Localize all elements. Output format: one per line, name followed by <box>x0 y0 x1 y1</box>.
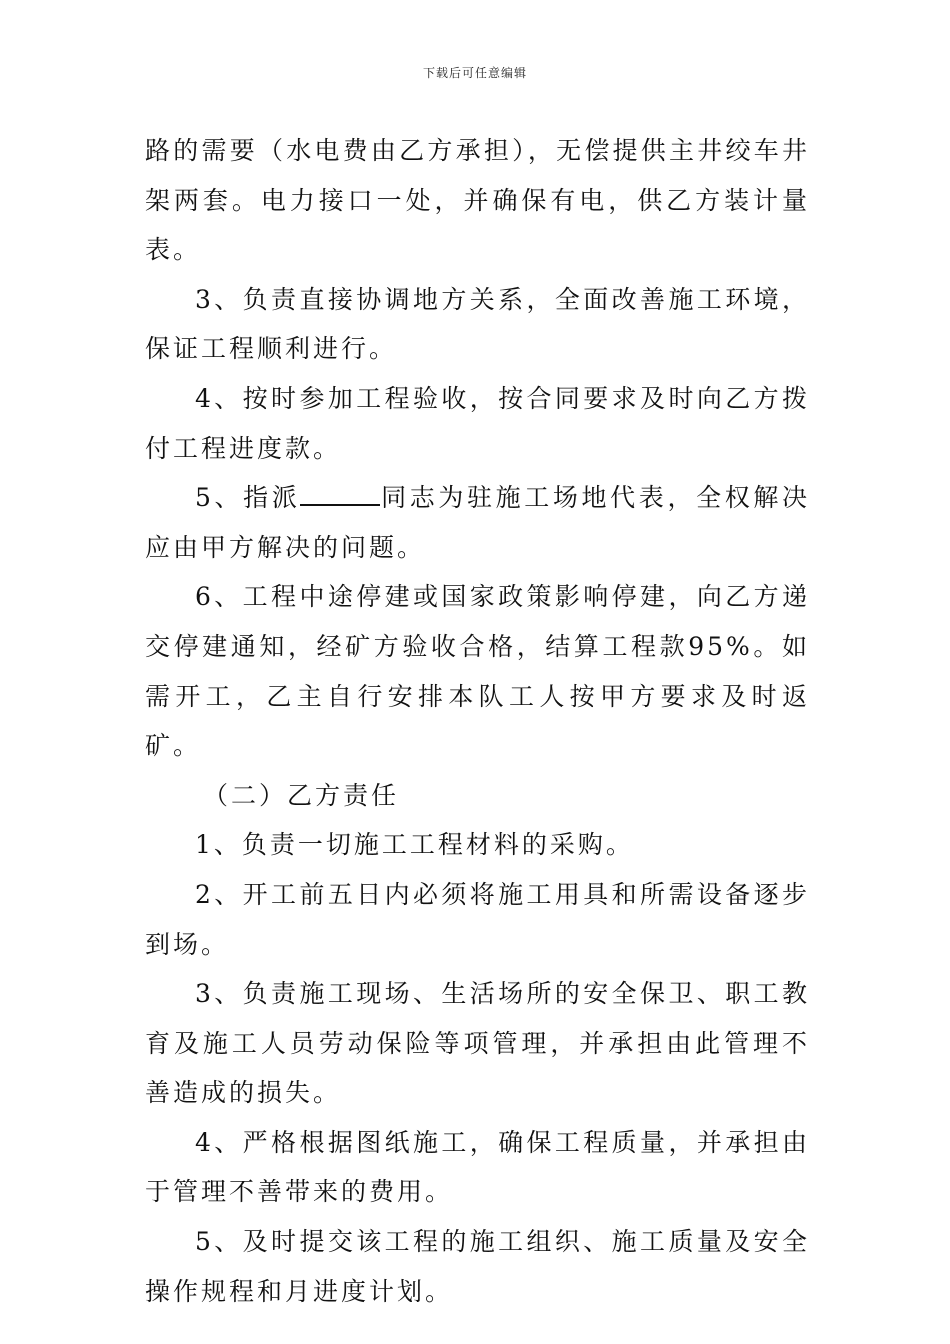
paragraph-b-item-5: 5、及时提交该工程的施工组织、施工质量及安全操作规程和月进度计划。 <box>145 1227 810 1306</box>
fill-in-blank <box>300 478 380 506</box>
paragraph-item-3: 3、负责直接协调地方关系，全面改善施工环境，保证工程顺利进行。 <box>145 284 810 364</box>
paragraph-b-item-1: 1、负责一切施工工程材料的采购。 <box>195 830 634 860</box>
paragraph-item-5 <box>145 473 810 572</box>
paragraph-item-5-before: 5、指派 <box>195 483 301 513</box>
section-heading-party-b: （二）乙方责任 <box>203 780 400 810</box>
paragraph-b-item-3: 3、负责施工现场、生活场所的安全保卫、职工教育及施工人员劳动保险等项管理，并承担由此管理不善造成的损失。 <box>145 979 810 1108</box>
paragraph-item-6: 6、工程中途停建或国家政策影响停建，向乙方递交停建通知，经矿方验收合格，结算工程款95%。如需开工，乙主自行安排本队工人按甲方要求及时返矿。 <box>145 582 810 761</box>
document-body <box>145 126 810 1316</box>
paragraph-b-item-2: 2、开工前五日内必须将施工用具和所需设备逐步到场。 <box>145 879 810 959</box>
paragraph-b-item-4: 4、严格根据图纸施工，确保工程质量，并承担由于管理不善带来的费用。 <box>145 1127 810 1207</box>
paragraph-item-5-after: 同志为驻施工场地代表，全权解决应由甲方解决的问题。 <box>145 483 810 562</box>
paragraph-continuation: 路的需要（水电费由乙方承担），无偿提供主井绞车井架两套。电力接口一处，并确保有电，供乙方装计量表。 <box>145 136 810 265</box>
paragraph-item-4: 4、按时参加工程验收，按合同要求及时向乙方拨付工程进度款。 <box>145 383 810 463</box>
page-header: 下载后可任意编辑 <box>422 66 527 80</box>
